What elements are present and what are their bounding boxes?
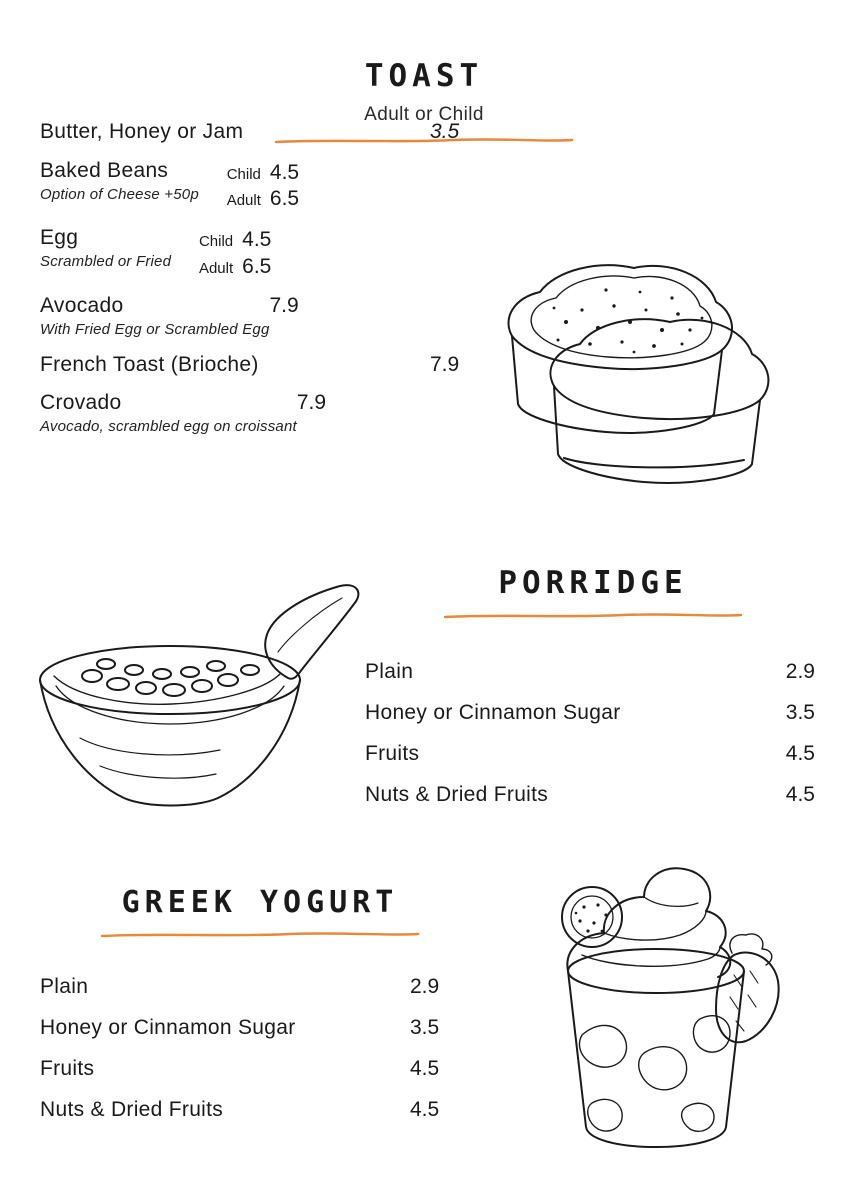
menu-item <box>40 120 500 145</box>
price-tier-label: Child <box>198 233 234 251</box>
item-name: Plain <box>365 660 414 683</box>
item-price: 7.9 <box>269 293 299 317</box>
price-tier-label: Adult <box>198 259 234 277</box>
item-price: 7.9 <box>296 391 327 415</box>
menu-item <box>40 226 500 280</box>
item-price: 3.5 <box>430 120 460 143</box>
item-name: Fruits <box>40 1057 95 1080</box>
menu-item <box>40 353 500 378</box>
price-tier-value: 4.5 <box>242 228 272 252</box>
toast-slices-illustration <box>494 218 794 513</box>
section-porridge <box>358 565 828 617</box>
item-description: Option of Cheese +50p <box>40 185 199 203</box>
item-price: 4.5 <box>785 742 815 765</box>
menu-list-yogurt <box>40 975 490 1139</box>
item-name: Fruits <box>365 742 420 765</box>
item-price: 2.9 <box>785 660 815 683</box>
section-subtitle-toast: Adult or Child <box>364 104 484 125</box>
menu-item <box>40 294 500 339</box>
section-yogurt <box>25 885 495 936</box>
item-price: 3.5 <box>785 701 815 724</box>
item-price: 3.5 <box>410 1016 440 1039</box>
menu-item <box>40 1057 490 1081</box>
price-tier-value: 4.5 <box>269 160 300 184</box>
item-name: Avocado <box>40 293 124 317</box>
menu-list-toast <box>40 120 500 450</box>
item-price: 7.9 <box>430 352 460 376</box>
item-name: French Toast (Brioche) <box>40 352 259 376</box>
yogurt-cup-illustration <box>520 835 820 1160</box>
price-tier-value: 6.5 <box>269 187 300 211</box>
item-description: Avocado, scrambled egg on croissant <box>40 418 297 436</box>
item-price: 4.5 <box>410 1057 440 1080</box>
menu-item <box>365 742 815 766</box>
item-price-group <box>171 227 271 280</box>
item-name: Plain <box>40 975 89 998</box>
menu-item <box>40 391 500 436</box>
item-price: 4.5 <box>785 783 815 806</box>
menu-item <box>40 975 490 999</box>
item-name: Butter, Honey or Jam <box>40 120 244 143</box>
item-name: Nuts & Dried Fruits <box>40 1098 224 1121</box>
section-title-porridge: PORRIDGE <box>498 565 688 601</box>
item-name: Nuts & Dried Fruits <box>365 783 549 806</box>
menu-list-porridge <box>365 660 815 824</box>
item-name: Honey or Cinnamon Sugar <box>40 1016 296 1039</box>
item-name: Baked Beans <box>40 158 169 182</box>
divider-rule-yogurt <box>100 932 420 936</box>
item-price-group <box>199 160 299 213</box>
item-price: 2.9 <box>410 975 440 998</box>
porridge-bowl-illustration <box>20 570 360 835</box>
divider-rule-porridge <box>443 613 743 617</box>
menu-item <box>40 1098 490 1122</box>
menu-item <box>365 660 815 684</box>
item-name: Crovado <box>40 391 122 415</box>
item-name: Honey or Cinnamon Sugar <box>365 701 621 724</box>
menu-item <box>40 159 500 213</box>
price-tier-value: 6.5 <box>242 254 272 278</box>
item-description: Scrambled or Fried <box>40 253 172 271</box>
menu-item <box>365 783 815 807</box>
menu-item <box>365 701 815 725</box>
item-name: Egg <box>40 226 79 250</box>
item-price: 4.5 <box>410 1098 440 1121</box>
price-tier-label: Child <box>226 165 261 183</box>
price-tier-label: Adult <box>226 192 261 210</box>
item-description: With Fried Egg or Scrambled Egg <box>40 320 270 338</box>
section-title-toast: TOAST <box>364 58 484 94</box>
section-title-yogurt: GREEK YOGURT <box>121 885 399 920</box>
menu-item <box>40 1016 490 1040</box>
